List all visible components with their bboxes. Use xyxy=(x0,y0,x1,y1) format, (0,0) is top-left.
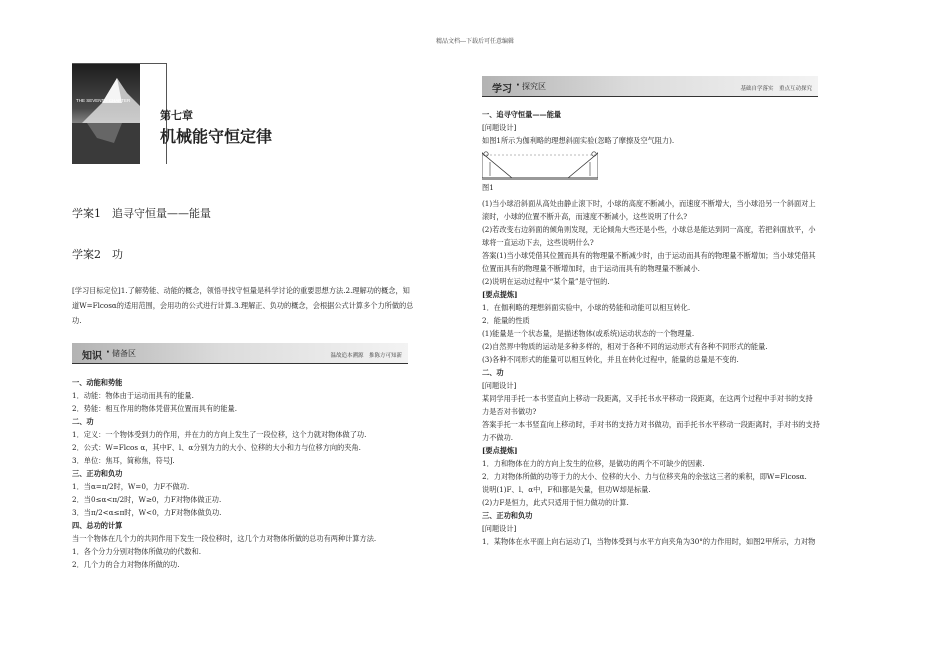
chapter-title: 机械能守恒定律 xyxy=(160,127,273,146)
band-subtitle: 探究区 xyxy=(522,82,546,91)
chapter-number: 第七章 xyxy=(160,109,193,122)
section-band-knowledge xyxy=(72,343,408,364)
chapter-english-label: THE SEVENTH CHAPTER xyxy=(76,98,131,103)
band-title: 学习 xyxy=(492,84,512,95)
lesson-title-2: 学案2 功 xyxy=(72,248,123,261)
right-column-intro: 一、追寻守恒量——能量 [问题设计] 如图1所示为伽利略的理想斜面实验(忽略了摩擦及空气阻力). xyxy=(482,110,675,145)
band-slogan: 温故追本溯源 推陈方可知新 xyxy=(330,353,402,359)
lesson-title-1: 学案1 追寻守恒量——能量 xyxy=(72,207,211,220)
left-column-content: 一、动能和势能 1．动能：物体由于运动而具有的能量. 2．势能：相互作用的物体凭借其位置而具有的能量. 二、功 1．定义：一个物体受到力的作用，并在力的方向上发生了一段位移，这个力就对物体做了功. 2．公式：W=Flcos α，其中F、l、α分别为力的大小、位移的大小和力与位移方向的夹角. 3．单位：焦耳，简称焦，符号J. 三、正功和负功 1．当α=π/2时，W=0，力F不做功. 2．当0≤α<π/2时，W≥0，力F对物体做正功. 3．当π/2<α≤π时，W<0，力F对物体做负功. 四、总功的计算 当一个物体在几个力的共同作用下发生一段位移时，这几个力对物体所做的总功有两种计算方法. 1．各个分力分别对物体所做功的代数和. 2．几个力的合力对物体所做的功. xyxy=(72,378,377,569)
band-subtitle: 储备区 xyxy=(112,349,136,358)
figure-caption: 图1 xyxy=(482,183,494,192)
incline-figure xyxy=(482,150,598,180)
band-slogan: 基础自学落实 重点互动探究 xyxy=(740,86,812,92)
page-header: 精品文档---下载后可任意编辑 xyxy=(435,38,515,45)
section-band-study xyxy=(482,76,818,97)
band-title: 知识 xyxy=(82,351,102,362)
band-dot: · xyxy=(106,347,110,358)
band-dot: · xyxy=(516,80,520,91)
right-column-content: (1)当小球沿斜面从高处由静止滚下时，小球的高度不断减小，而速度不断增大，当小球沿另一个斜面对上 滚时，小球的位置不断升高，而速度不断减小，这些说明了什么? (2)若改变右边斜面的倾角则发现，无论倾角大些还是小些，小球总是能达到同一高度，若把斜面放平，小 球将一直运动下去，这些说明什么? 答案(1)当小球凭借其位置而具有的物理量不断减少时，由于运动而具有的物理量不断增加；当小球凭借其 位置而具有的物理量不断增加时，由于运动而具有的物理量不断减小. (2)说明在运动过程中“某个量”是守恒的. [要点提炼] 1．在伽利略的理想斜面实验中，小球的势能和动能可以相互转化. 2．能量的性质 (1)能量是一个状态量，是描述物体(或系统)运动状态的一个物理量. (2)自然界中物质的运动是多种多样的，相对于各种不同的运动形式有各种不同形式的能量. (3)各种不同形式的能量可以相互转化，并且在转化过程中，能量的总量是不变的. 二、功 [问题设计] 某同学用手托一本书竖直向上移动一段距离，又手托书水平移动一段距离，在这两个过程中手对书的支持 力是否对书做功? 答案手托一本书竖直向上移动时，手对书的支持力对书做功，而手托书水平移动一段距离时，手对书的支持 力不做功. [要点提炼] 1．力和物体在力的方向上发生的位移，是做功的两个不可缺少的因素. 2．力对物体所做的功等于力的大小、位移的大小、力与位移夹角的余弦这三者的乘积，即W=Flcosα. 说明(1)F、l、α中，F和l都是矢量，但功W却是标量. (2)力F是恒力，此式只适用于恒力做功的计算. 三、正功和负功 [问题设计] 1．某物体在水平面上向右运动了l，当物体受到与水平方向夹角为30°的力作用时，如图2甲所示，力对物 xyxy=(482,199,820,546)
learning-objectives: [学习目标定位]1.了解势能、动能的概念，领悟寻找守恒量是科学讨论的重要思想方法.2.理解功的概念，知 道W=Flcosα的适用范围，会用功的公式进行计算.3.理解正、负功的概念，会根据公式计算多个力所做的总 功. xyxy=(72,286,414,325)
